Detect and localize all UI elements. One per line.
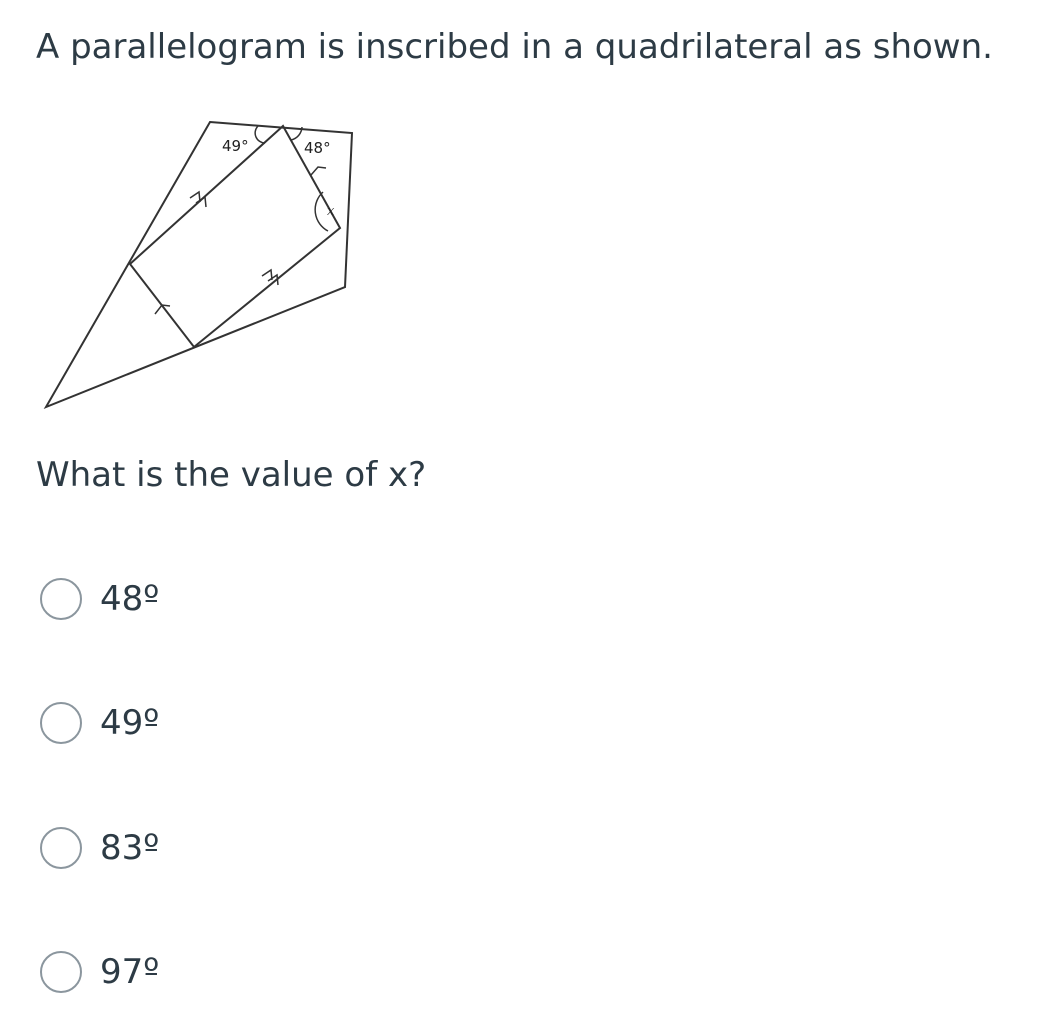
parallel-double-arrow-mark — [268, 275, 278, 285]
inscribed-parallelogram — [130, 126, 340, 347]
radio-button[interactable] — [40, 578, 82, 620]
parallel-arrow-mark — [311, 167, 326, 175]
angle-label-48: 48° — [304, 139, 331, 157]
parallel-arrow-mark — [155, 305, 170, 314]
radio-button[interactable] — [40, 827, 82, 869]
angle-arc-x — [315, 192, 328, 231]
parallel-double-arrow-mark — [190, 192, 200, 202]
angle-label-49: 49° — [222, 137, 249, 155]
answer-label: 97º — [100, 952, 160, 992]
parallel-double-arrow-mark — [196, 197, 206, 207]
outer-quadrilateral — [46, 122, 352, 407]
answer-option[interactable] — [40, 574, 159, 624]
answer-option[interactable] — [40, 947, 159, 997]
answer-label: 48º — [100, 579, 160, 619]
answer-option[interactable] — [40, 698, 159, 748]
radio-button[interactable] — [40, 702, 82, 744]
question-prompt: What is the value of x? — [36, 455, 427, 495]
angle-arc-48 — [291, 127, 302, 140]
angle-arc-49 — [255, 126, 265, 143]
answer-label: 83º — [100, 828, 160, 868]
angle-label-x: x — [327, 204, 335, 219]
question-text: A parallelogram is inscribed in a quadrilateral as shown. — [36, 27, 993, 67]
answer-option[interactable] — [40, 823, 159, 873]
parallel-double-arrow-mark — [262, 270, 272, 280]
answer-label: 49º — [100, 703, 160, 743]
radio-button[interactable] — [40, 951, 82, 993]
